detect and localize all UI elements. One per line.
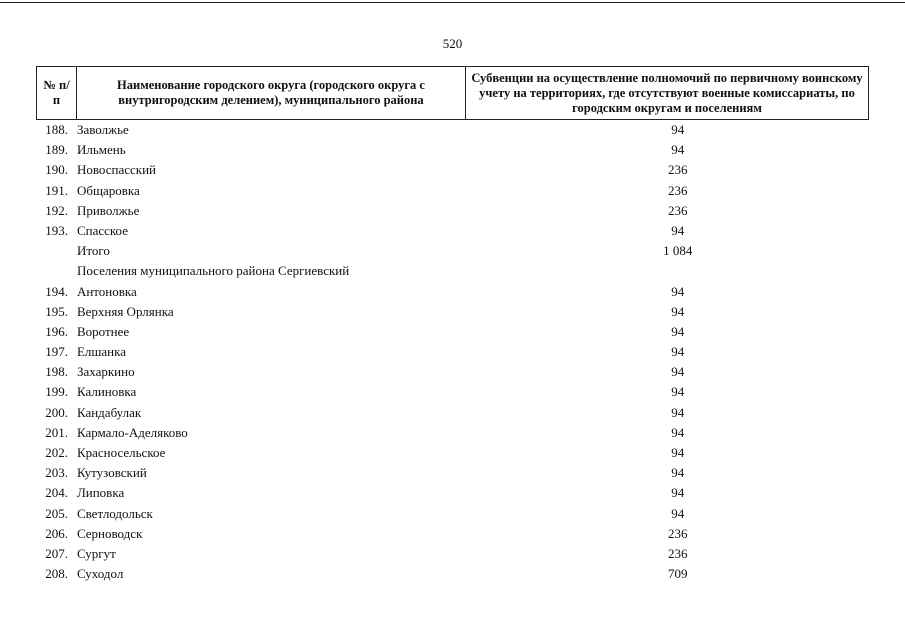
table-body [36,120,868,584]
table-row [36,140,868,160]
row-name: Захаркино [76,364,135,380]
table-row [36,403,868,423]
row-name: Новоспасский [76,162,156,178]
row-name: Кандабулак [76,404,142,420]
table-row [36,282,868,302]
top-border-line [0,2,905,3]
table-row [36,160,868,180]
row-subsidy-value: 94 [671,364,685,380]
row-name: Итого [76,243,110,259]
table-row [36,302,868,322]
row-subsidy-value: 94 [671,283,685,299]
row-subsidy-value: 94 [671,323,685,339]
row-number: 207. [45,545,68,561]
row-name: Елшанка [76,344,127,360]
row-subsidy-value: 94 [671,404,685,420]
row-subsidy-value: 94 [671,122,685,137]
table-row [36,483,868,503]
row-subsidy-value: 94 [671,222,685,238]
row-subsidy-value: 94 [671,142,685,158]
header-name: Наименование городского округа (городского округа с внутригородским делением), муниципального района [77,67,466,120]
row-subsidy-value: 236 [667,202,688,218]
row-subsidy-value: 94 [671,465,685,481]
row-subsidy-value: 236 [667,525,688,541]
row-subsidy-value: 94 [671,344,685,360]
row-name: Кутузовский [76,465,147,481]
row-number: 204. [45,485,68,501]
table-row [36,443,868,463]
table-row [36,261,868,281]
row-name: Верхняя Орлянка [76,303,174,319]
table-row [36,201,868,221]
row-number: 199. [45,384,68,400]
subsidy-table [36,66,868,584]
table-row [36,181,868,201]
row-number: 198. [45,364,68,380]
table-row [36,504,868,524]
table-row [36,120,868,140]
row-number: 206. [45,525,68,541]
row-name: Сургут [76,545,116,561]
row-name: Серноводск [76,525,143,541]
table-row [36,382,868,402]
table-row [36,544,868,564]
table-row [36,362,868,382]
row-subsidy-value: 236 [667,182,688,198]
row-subsidy-value: 709 [667,566,688,582]
row-number: 192. [45,202,68,218]
row-number: 188. [45,122,68,137]
row-number: 195. [45,303,68,319]
row-number: 197. [45,344,68,360]
row-name: Воротнее [76,323,130,339]
row-number: 190. [45,162,68,178]
row-subsidy-value: 94 [671,445,685,460]
table-row [36,342,868,362]
table-row [36,564,868,584]
row-number: 203. [45,465,68,481]
row-number: 200. [45,404,68,420]
table-row [36,221,868,241]
row-number [36,241,76,261]
row-name: Кармало-Аделяково [76,424,188,440]
row-number: 208. [45,566,68,582]
row-subsidy-value: 94 [671,485,685,501]
row-name: Поселения муниципального района Сергиевский [76,263,350,279]
row-number: 191. [45,182,68,198]
row-subsidy-value: 236 [667,162,688,178]
row-name: Ильмень [76,142,126,158]
row-number: 189. [45,142,68,158]
table-row [36,524,868,544]
row-name: Заволжье [76,122,129,137]
row-subsidy-value: 94 [671,424,685,440]
table-row [36,463,868,483]
header-number: № п/п [37,67,77,120]
row-subsidy-value: 94 [671,505,685,521]
row-name: Светлодольск [76,505,153,521]
row-name: Липовка [76,485,125,501]
row-name: Суходол [76,566,124,582]
table-row [36,322,868,342]
row-subsidy-value: 1 084 [663,243,693,259]
row-number: 196. [45,323,68,339]
row-number: 205. [45,505,68,521]
row-number: 193. [45,222,68,238]
header-subsidy: Субвенции на осуществление полномочий по первичному воинскому учету на территориях, где отсутствуют военные комиссариаты, по городским округам и поселениям [466,67,869,120]
table-header [36,66,869,120]
row-subsidy-value: 94 [671,384,685,400]
row-subsidy-value: 94 [671,303,685,319]
page-number: 520 [442,36,463,51]
table-row [36,241,868,261]
row-subsidy-value [465,261,868,281]
table-row [36,423,868,443]
row-name: Приволжье [76,202,140,218]
row-name: Красносельское [76,445,166,460]
row-name: Общаровка [76,182,140,198]
row-name: Спасское [76,222,128,238]
row-subsidy-value: 236 [667,545,688,561]
row-number: 201. [45,424,68,440]
row-number [36,261,76,281]
row-number: 202. [45,445,68,460]
row-name: Антоновка [76,283,137,299]
row-name: Калиновка [76,384,137,400]
row-number: 194. [45,283,68,299]
